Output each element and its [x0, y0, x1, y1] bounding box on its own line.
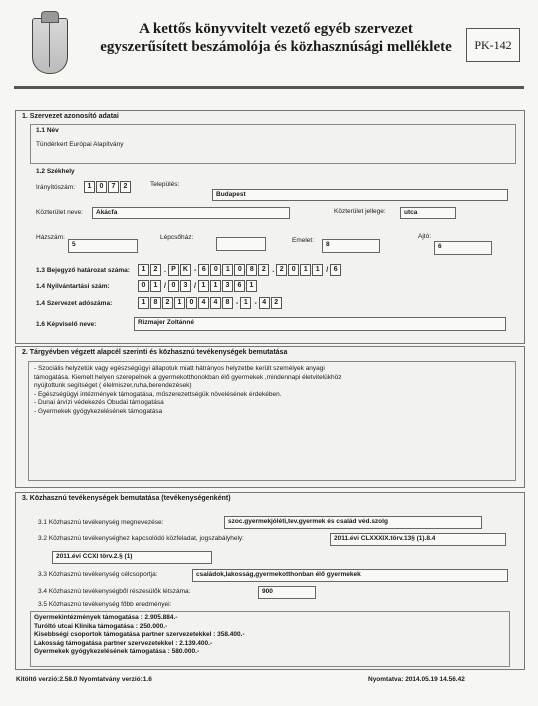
digit-separator: /	[193, 282, 196, 290]
registration-label: 1.3 Bejegyző határozat száma:	[36, 267, 130, 274]
digit-box: K	[180, 264, 191, 276]
digit-box: 1	[84, 181, 95, 193]
registry-number-field[interactable]	[138, 280, 258, 292]
result-line: Gyermekek gyógykezelésének támogatása : 580.000.-	[34, 648, 200, 655]
digit-separator: .	[164, 266, 166, 274]
zip-label: Irányítószám:	[36, 184, 76, 191]
stairway-field[interactable]	[216, 237, 266, 251]
results-label: 3.5 Közhasznú tevékenység főbb eredményei:	[38, 601, 172, 608]
section-1	[15, 110, 525, 344]
digit-box: 1	[222, 264, 233, 276]
activity-line: nyújtottunk segítséget ( élelmiszer,ruha,berendezések)	[34, 382, 192, 389]
street-label: Közterület neve:	[36, 209, 83, 216]
activity-line: - Szociális helyzetük vagy egészségügyi állapotuk miatt hátrányos helyzetbe került személyek anyagi	[34, 365, 325, 372]
target-group-field[interactable]: családok,lakosság,gyermekotthonban élő gyermekek	[192, 569, 508, 582]
house-number-field[interactable]: 5	[68, 239, 138, 253]
digit-box: 1	[138, 264, 149, 276]
digit-separator: /	[164, 282, 166, 290]
digit-box: 2	[271, 297, 282, 309]
representative-field[interactable]: Rizmajer Zoltánné	[134, 317, 506, 331]
door-label: Ajtó:	[418, 233, 432, 240]
digit-box: 1	[246, 280, 257, 292]
digit-box: 8	[246, 264, 257, 276]
footer-version: Kitöltő verzió:2.58.0 Nyomtatvány verzió:1.6	[16, 676, 152, 683]
registration-number-field[interactable]	[138, 264, 342, 276]
house-number-label: Házszám:	[36, 234, 65, 241]
floor-field[interactable]: 8	[322, 239, 380, 253]
street-type-label: Közterület jellege:	[334, 208, 386, 215]
registry-number-label: 1.4 Nyilvántartási szám:	[36, 283, 110, 290]
digit-box: 6	[234, 280, 245, 292]
tax-number-label: 1.4 Szervezet adószáma:	[36, 300, 113, 307]
org-name-value: Tündérkert Európai Alapítvány	[36, 141, 124, 148]
digit-box: 3	[222, 280, 233, 292]
digit-box: 2	[276, 264, 287, 276]
digit-box: 8	[222, 297, 233, 309]
seat-label: 1.2 Székhely	[36, 168, 75, 175]
stairway-label: Lépcsőház:	[160, 234, 194, 241]
form-code: PK-142	[466, 28, 520, 62]
digit-box: 3	[180, 280, 191, 292]
door-field[interactable]: 6	[434, 241, 492, 255]
digit-box: P	[168, 264, 179, 276]
digit-box: 1	[198, 280, 209, 292]
digit-box: 1	[240, 297, 251, 309]
digit-box: 1	[210, 280, 221, 292]
digit-separator: -	[254, 299, 257, 307]
activity-line: támogatása. Kiemelt helyen szerepelnek a gyermekotthonokban élő gyermekek ,mindennapi életvitelükhöz	[34, 373, 342, 381]
activity-line: - Gyermekek gyógykezelésének támogatása	[34, 407, 163, 415]
name-label: 1.1 Név	[36, 127, 59, 134]
digit-box: 0	[234, 264, 245, 276]
digit-box: 0	[96, 181, 107, 193]
form-header	[14, 14, 524, 76]
digit-box: 6	[198, 264, 209, 276]
result-line: Gyermekintézmények támogatása : 2.905.884.-	[34, 614, 178, 621]
digit-box: 7	[108, 181, 119, 193]
tax-number-field[interactable]	[138, 297, 283, 309]
section-1-title: 1. Szervezet azonosító adatai	[22, 113, 119, 120]
digit-box: 1	[150, 280, 161, 292]
activity-line: - Egészségügyi intézmények támogatása, műszerezettségük növelésének érdekében.	[34, 390, 282, 398]
result-line: Lakosság támogatása partner szervezetekkel : 2.139.400.-	[34, 639, 213, 647]
digit-box: 4	[198, 297, 209, 309]
digit-box: 0	[138, 280, 149, 292]
section-2-title: 2. Tárgyévben végzett alapcél szerinti és közhasznú tevékenységek bemutatása	[22, 349, 288, 356]
street-type-field[interactable]: utca	[400, 207, 456, 219]
form-title	[88, 20, 464, 56]
digit-box: 4	[210, 297, 221, 309]
digit-separator: .	[272, 266, 275, 274]
digit-box: 6	[330, 264, 341, 276]
digit-box: 1	[300, 264, 311, 276]
activity-name-label: 3.1 Közhasznú tevékenység megnevezése:	[38, 519, 164, 526]
digit-box: 0	[210, 264, 221, 276]
digit-box: 2	[162, 297, 173, 309]
section-3-title: 3. Közhasznú tevékenységek bemutatása (tevékenységenként)	[22, 495, 231, 502]
digit-box: 0	[288, 264, 299, 276]
digit-box: 0	[168, 280, 179, 292]
activity-line: - Dunai árvízi védekezés Obudai támogatása	[34, 399, 164, 406]
title-line-1: A kettős könyvvitelt vezető egyéb szervezet	[139, 21, 413, 37]
digit-box: 2	[258, 264, 269, 276]
floor-label: Emelet:	[292, 237, 315, 244]
header-divider	[14, 86, 524, 89]
section-2	[15, 346, 525, 488]
digit-box: 1	[312, 264, 323, 276]
title-line-2: egyszerűsített beszámolója és közhasznúsági melléklete	[100, 39, 452, 55]
result-line: Turóltó utcai Klinika támogatása : 250.000.-	[34, 622, 168, 630]
public-task-field[interactable]: 2011.évi CLXXXIX.törv.13§ (1).8.4	[330, 533, 506, 546]
footer-printed: Nyomtatva: 2014.05.19 14.56.42	[368, 676, 465, 683]
digit-box: 4	[259, 297, 270, 309]
digit-box: 1	[138, 297, 149, 309]
zip-field[interactable]	[84, 181, 132, 193]
representative-label: 1.6 Képviselő neve:	[36, 321, 97, 328]
digit-box: 2	[150, 264, 161, 276]
street-field[interactable]: Akácfa	[92, 207, 290, 219]
digit-separator: /	[326, 266, 329, 274]
digit-box: 2	[120, 181, 131, 193]
hungarian-coat-of-arms-icon	[32, 18, 68, 74]
digit-separator: -	[236, 299, 239, 307]
city-field[interactable]: Budapest	[212, 189, 508, 201]
activities-text	[34, 365, 341, 416]
result-line: Kisebbségi csoportok támogatása partner szervezetekkel : 358.400.-	[34, 631, 245, 638]
target-group-label: 3.3 Közhasznú tevékenység célcsoportja:	[38, 571, 158, 578]
beneficiaries-field[interactable]: 900	[258, 586, 316, 599]
city-label: Település:	[150, 181, 180, 188]
digit-box: 8	[150, 297, 161, 309]
digit-box: 0	[186, 297, 197, 309]
beneficiaries-label: 3.4 Közhasznú tevékenységből részesülők létszáma:	[38, 588, 191, 595]
digit-box: 1	[174, 297, 185, 309]
activity-name-field[interactable]: szoc.gyermekjóléti,tev.gyermek és család véd.szolg	[224, 516, 482, 529]
digit-separator: -	[193, 266, 197, 274]
public-task-label: 3.2 Közhasznú tevékenységhez kapcsolódó közfeladat, jogszabályhely:	[38, 535, 244, 542]
results-text	[34, 614, 245, 657]
public-task-field-2[interactable]: 2011.évi CCXI törv.2.§ (1)	[52, 551, 212, 564]
section-3	[15, 492, 525, 670]
